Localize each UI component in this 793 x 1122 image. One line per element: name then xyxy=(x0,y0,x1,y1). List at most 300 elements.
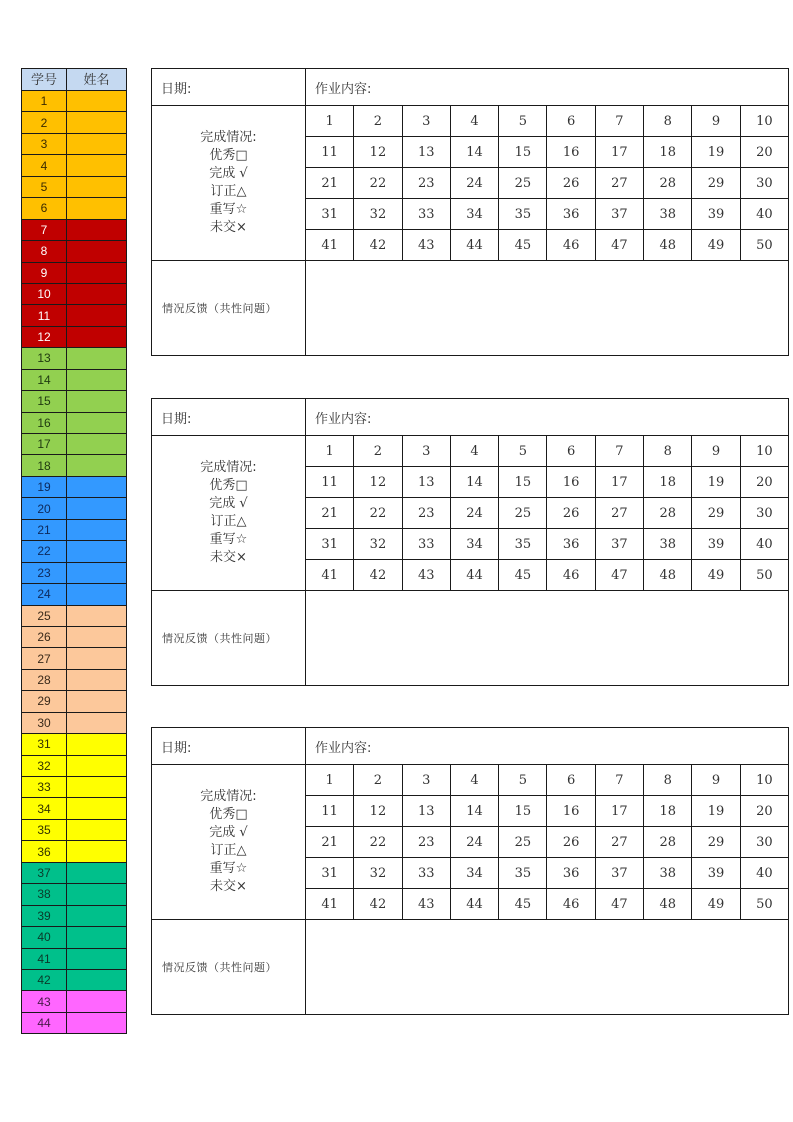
content-label: 作业内容: xyxy=(315,740,372,756)
student-number-cell[interactable]: 2 xyxy=(354,436,402,467)
feedback-input-area[interactable] xyxy=(306,261,789,356)
student-number-cell[interactable]: 34 xyxy=(450,199,498,230)
student-number-cell[interactable]: 9 xyxy=(692,106,740,137)
roster-row xyxy=(22,434,127,455)
student-number-cell[interactable]: 47 xyxy=(595,230,643,261)
student-number-cell[interactable]: 42 xyxy=(354,560,402,591)
student-number-cell[interactable]: 45 xyxy=(499,560,547,591)
student-name-cell[interactable] xyxy=(67,219,127,240)
roster-row xyxy=(22,112,127,133)
status-legend-item: 重写☆ xyxy=(209,202,248,217)
student-name-cell[interactable] xyxy=(67,133,127,154)
student-number-cell[interactable]: 35 xyxy=(499,858,547,889)
student-number-cell[interactable]: 3 xyxy=(402,765,450,796)
student-number-cell[interactable]: 7 xyxy=(595,436,643,467)
student-number-cell[interactable]: 23 xyxy=(402,827,450,858)
student-id-cell: 44 xyxy=(22,1012,67,1033)
student-number-cell[interactable]: 24 xyxy=(450,498,498,529)
status-legend-item: 未交× xyxy=(210,879,247,894)
roster-row xyxy=(22,948,127,969)
student-roster-table xyxy=(21,68,127,1034)
student-number-cell[interactable]: 38 xyxy=(644,199,692,230)
student-name-cell[interactable] xyxy=(67,927,127,948)
student-number-cell[interactable]: 5 xyxy=(499,436,547,467)
student-name-cell[interactable] xyxy=(67,905,127,926)
student-number-cell[interactable]: 43 xyxy=(402,889,450,920)
feedback-input-area[interactable] xyxy=(306,591,789,686)
student-number-cell[interactable]: 19 xyxy=(692,467,740,498)
roster-row xyxy=(22,326,127,347)
student-number-cell[interactable]: 26 xyxy=(547,827,595,858)
status-legend-item: 未交× xyxy=(210,220,247,235)
student-name-cell[interactable] xyxy=(67,734,127,755)
student-number-cell[interactable]: 44 xyxy=(450,560,498,591)
student-name-cell[interactable] xyxy=(67,991,127,1012)
student-number-cell[interactable]: 11 xyxy=(306,137,354,168)
roster-row xyxy=(22,155,127,176)
student-number-cell[interactable]: 40 xyxy=(740,858,788,889)
status-legend-item: 订正△ xyxy=(210,184,247,199)
student-number-cell[interactable]: 16 xyxy=(547,796,595,827)
student-number-cell[interactable]: 33 xyxy=(402,199,450,230)
student-number-cell[interactable]: 47 xyxy=(595,889,643,920)
content-field[interactable] xyxy=(306,69,789,106)
student-name-cell[interactable] xyxy=(67,819,127,840)
student-number-cell[interactable]: 20 xyxy=(740,137,788,168)
student-number-cell[interactable]: 14 xyxy=(450,796,498,827)
student-name-cell[interactable] xyxy=(67,1012,127,1033)
student-number-cell[interactable]: 25 xyxy=(499,498,547,529)
student-number-cell[interactable]: 5 xyxy=(499,106,547,137)
student-number-cell[interactable]: 19 xyxy=(692,796,740,827)
roster-row xyxy=(22,498,127,519)
student-number-cell[interactable]: 5 xyxy=(499,765,547,796)
student-number-cell[interactable]: 22 xyxy=(354,827,402,858)
student-id-cell: 31 xyxy=(22,734,67,755)
status-legend-item: 订正△ xyxy=(210,843,247,858)
student-name-cell[interactable] xyxy=(67,305,127,326)
student-number-cell[interactable]: 25 xyxy=(499,168,547,199)
feedback-label: 情况反馈（共性问题） xyxy=(152,920,306,1015)
student-name-cell[interactable] xyxy=(67,434,127,455)
date-label: 日期: xyxy=(161,740,192,756)
student-name-cell[interactable] xyxy=(67,669,127,690)
content-label: 作业内容: xyxy=(315,81,372,97)
student-name-cell[interactable] xyxy=(67,712,127,733)
student-number-cell[interactable]: 32 xyxy=(354,199,402,230)
student-name-cell[interactable] xyxy=(67,862,127,883)
student-number-cell[interactable]: 30 xyxy=(740,168,788,199)
student-number-cell[interactable]: 45 xyxy=(499,230,547,261)
roster-row xyxy=(22,584,127,605)
content-field[interactable] xyxy=(306,399,789,436)
student-number-cell[interactable]: 46 xyxy=(547,560,595,591)
student-id-cell: 10 xyxy=(22,283,67,304)
student-number-cell[interactable]: 32 xyxy=(354,529,402,560)
student-number-cell[interactable]: 17 xyxy=(595,137,643,168)
feedback-label: 情况反馈（共性问题） xyxy=(152,261,306,356)
roster-row xyxy=(22,562,127,583)
student-number-cell[interactable]: 14 xyxy=(450,137,498,168)
student-number-cell[interactable]: 29 xyxy=(692,168,740,199)
student-name-cell[interactable] xyxy=(67,648,127,669)
student-number-cell[interactable]: 24 xyxy=(450,168,498,199)
student-number-cell[interactable]: 4 xyxy=(450,765,498,796)
student-name-cell[interactable] xyxy=(67,348,127,369)
student-id-cell: 34 xyxy=(22,798,67,819)
student-number-cell[interactable]: 33 xyxy=(402,529,450,560)
status-legend-item: 未交× xyxy=(210,550,247,565)
student-name-cell[interactable] xyxy=(67,241,127,262)
student-number-cell[interactable]: 16 xyxy=(547,137,595,168)
student-number-cell[interactable]: 10 xyxy=(740,436,788,467)
roster-row xyxy=(22,369,127,390)
student-number-cell[interactable]: 8 xyxy=(644,436,692,467)
roster-row xyxy=(22,391,127,412)
feedback-input-area[interactable] xyxy=(306,920,789,1015)
student-number-cell[interactable]: 26 xyxy=(547,498,595,529)
student-name-cell[interactable] xyxy=(67,541,127,562)
student-number-cell[interactable]: 23 xyxy=(402,168,450,199)
student-number-cell[interactable]: 41 xyxy=(306,230,354,261)
student-id-cell: 35 xyxy=(22,819,67,840)
student-number-cell[interactable]: 44 xyxy=(450,889,498,920)
student-number-cell[interactable]: 11 xyxy=(306,467,354,498)
student-number-cell[interactable]: 1 xyxy=(306,765,354,796)
student-number-cell[interactable]: 15 xyxy=(499,137,547,168)
student-id-cell: 4 xyxy=(22,155,67,176)
student-number-cell[interactable]: 1 xyxy=(306,106,354,137)
student-name-cell[interactable] xyxy=(67,455,127,476)
roster-row xyxy=(22,241,127,262)
roster-row xyxy=(22,176,127,197)
student-number-cell[interactable]: 13 xyxy=(402,467,450,498)
student-name-cell[interactable] xyxy=(67,498,127,519)
student-number-cell[interactable]: 42 xyxy=(354,889,402,920)
student-number-cell[interactable]: 26 xyxy=(547,168,595,199)
roster-row xyxy=(22,862,127,883)
student-number-cell[interactable]: 1 xyxy=(306,436,354,467)
student-id-cell: 22 xyxy=(22,541,67,562)
status-title: 完成情况: xyxy=(200,130,257,145)
student-number-cell[interactable]: 35 xyxy=(499,199,547,230)
student-number-cell[interactable]: 14 xyxy=(450,467,498,498)
homework-block xyxy=(151,398,789,686)
student-name-cell[interactable] xyxy=(67,948,127,969)
student-name-cell[interactable] xyxy=(67,969,127,990)
date-label: 日期: xyxy=(161,411,192,427)
student-number-cell[interactable]: 38 xyxy=(644,858,692,889)
status-legend-item: 完成 √ xyxy=(209,166,248,181)
student-number-cell[interactable]: 9 xyxy=(692,765,740,796)
student-number-cell[interactable]: 43 xyxy=(402,230,450,261)
roster-row xyxy=(22,133,127,154)
student-number-cell[interactable]: 48 xyxy=(644,230,692,261)
student-number-cell[interactable]: 21 xyxy=(306,498,354,529)
student-number-cell[interactable]: 10 xyxy=(740,106,788,137)
student-name-cell[interactable] xyxy=(67,326,127,347)
student-id-cell: 27 xyxy=(22,648,67,669)
student-number-cell[interactable]: 18 xyxy=(644,796,692,827)
student-number-cell[interactable]: 21 xyxy=(306,827,354,858)
homework-block xyxy=(151,727,789,1015)
student-number-cell[interactable]: 50 xyxy=(740,230,788,261)
student-number-cell[interactable]: 49 xyxy=(692,889,740,920)
student-number-cell[interactable]: 3 xyxy=(402,106,450,137)
roster-row xyxy=(22,91,127,112)
status-legend xyxy=(152,106,306,261)
student-number-cell[interactable]: 13 xyxy=(402,137,450,168)
date-field[interactable] xyxy=(152,69,306,106)
status-legend-item: 完成 √ xyxy=(209,496,248,511)
roster-row xyxy=(22,541,127,562)
student-number-cell[interactable]: 12 xyxy=(354,137,402,168)
student-number-cell[interactable]: 36 xyxy=(547,199,595,230)
student-name-cell[interactable] xyxy=(67,283,127,304)
student-number-cell[interactable]: 32 xyxy=(354,858,402,889)
student-number-cell[interactable]: 39 xyxy=(692,199,740,230)
date-label: 日期: xyxy=(161,81,192,97)
status-legend-item: 订正△ xyxy=(210,514,247,529)
status-title: 完成情况: xyxy=(200,789,257,804)
student-id-cell: 43 xyxy=(22,991,67,1012)
date-field[interactable] xyxy=(152,728,306,765)
student-number-cell[interactable]: 30 xyxy=(740,498,788,529)
student-number-cell[interactable]: 31 xyxy=(306,858,354,889)
student-name-cell[interactable] xyxy=(67,841,127,862)
student-number-cell[interactable]: 37 xyxy=(595,858,643,889)
student-number-cell[interactable]: 2 xyxy=(354,765,402,796)
status-legend-item: 优秀□ xyxy=(209,148,248,163)
student-number-cell[interactable]: 38 xyxy=(644,529,692,560)
student-number-cell[interactable]: 10 xyxy=(740,765,788,796)
status-legend-item: 优秀□ xyxy=(209,478,248,493)
student-number-cell[interactable]: 34 xyxy=(450,529,498,560)
student-number-cell[interactable]: 17 xyxy=(595,796,643,827)
content-field[interactable] xyxy=(306,728,789,765)
student-number-cell[interactable]: 43 xyxy=(402,560,450,591)
student-id-cell: 16 xyxy=(22,412,67,433)
student-id-cell: 7 xyxy=(22,219,67,240)
student-name-cell[interactable] xyxy=(67,198,127,219)
student-number-cell[interactable]: 2 xyxy=(354,106,402,137)
roster-row xyxy=(22,991,127,1012)
roster-row xyxy=(22,626,127,647)
student-number-cell[interactable]: 45 xyxy=(499,889,547,920)
student-name-cell[interactable] xyxy=(67,691,127,712)
feedback-label: 情况反馈（共性问题） xyxy=(152,591,306,686)
roster-row xyxy=(22,819,127,840)
student-number-cell[interactable]: 23 xyxy=(402,498,450,529)
student-number-cell[interactable]: 25 xyxy=(499,827,547,858)
student-id-cell: 21 xyxy=(22,519,67,540)
roster-row xyxy=(22,1012,127,1033)
student-id-cell: 33 xyxy=(22,777,67,798)
student-number-cell[interactable]: 40 xyxy=(740,199,788,230)
roster-row xyxy=(22,927,127,948)
student-id-cell: 32 xyxy=(22,755,67,776)
student-id-cell: 1 xyxy=(22,91,67,112)
student-number-cell[interactable]: 28 xyxy=(644,498,692,529)
homework-block xyxy=(151,68,789,356)
student-number-cell[interactable]: 4 xyxy=(450,106,498,137)
student-number-cell[interactable]: 46 xyxy=(547,230,595,261)
student-id-cell: 30 xyxy=(22,712,67,733)
student-name-cell[interactable] xyxy=(67,262,127,283)
student-number-cell[interactable]: 39 xyxy=(692,858,740,889)
student-number-cell[interactable]: 27 xyxy=(595,168,643,199)
student-number-cell[interactable]: 11 xyxy=(306,796,354,827)
student-id-cell: 2 xyxy=(22,112,67,133)
student-number-cell[interactable]: 49 xyxy=(692,560,740,591)
student-number-cell[interactable]: 27 xyxy=(595,827,643,858)
student-number-cell[interactable]: 40 xyxy=(740,529,788,560)
student-number-cell[interactable]: 3 xyxy=(402,436,450,467)
student-number-cell[interactable]: 44 xyxy=(450,230,498,261)
student-number-cell[interactable]: 36 xyxy=(547,529,595,560)
student-id-cell: 24 xyxy=(22,584,67,605)
student-id-cell: 11 xyxy=(22,305,67,326)
student-number-cell[interactable]: 48 xyxy=(644,889,692,920)
status-legend xyxy=(152,436,306,591)
roster-row xyxy=(22,283,127,304)
student-number-cell[interactable]: 50 xyxy=(740,889,788,920)
student-number-cell[interactable]: 18 xyxy=(644,467,692,498)
student-number-cell[interactable]: 31 xyxy=(306,199,354,230)
student-number-cell[interactable]: 22 xyxy=(354,498,402,529)
student-id-cell: 20 xyxy=(22,498,67,519)
student-number-cell[interactable]: 19 xyxy=(692,137,740,168)
student-name-cell[interactable] xyxy=(67,369,127,390)
student-number-cell[interactable]: 9 xyxy=(692,436,740,467)
roster-row xyxy=(22,219,127,240)
roster-row xyxy=(22,648,127,669)
student-id-cell: 40 xyxy=(22,927,67,948)
student-number-cell[interactable]: 15 xyxy=(499,467,547,498)
student-id-cell: 42 xyxy=(22,969,67,990)
student-id-cell: 19 xyxy=(22,476,67,497)
student-number-cell[interactable]: 28 xyxy=(644,827,692,858)
number-grid-row xyxy=(152,765,789,796)
student-name-cell[interactable] xyxy=(67,112,127,133)
student-number-cell[interactable]: 6 xyxy=(547,765,595,796)
student-number-cell[interactable]: 7 xyxy=(595,765,643,796)
student-number-cell[interactable]: 21 xyxy=(306,168,354,199)
student-number-cell[interactable]: 27 xyxy=(595,498,643,529)
student-number-cell[interactable]: 28 xyxy=(644,168,692,199)
student-number-cell[interactable]: 8 xyxy=(644,106,692,137)
student-name-cell[interactable] xyxy=(67,176,127,197)
student-number-cell[interactable]: 16 xyxy=(547,467,595,498)
roster-row xyxy=(22,455,127,476)
student-name-cell[interactable] xyxy=(67,476,127,497)
student-number-cell[interactable]: 12 xyxy=(354,467,402,498)
student-number-cell[interactable]: 50 xyxy=(740,560,788,591)
student-number-cell[interactable]: 29 xyxy=(692,827,740,858)
roster-row xyxy=(22,519,127,540)
roster-row xyxy=(22,905,127,926)
roster-row xyxy=(22,412,127,433)
student-number-cell[interactable]: 41 xyxy=(306,560,354,591)
student-number-cell[interactable]: 39 xyxy=(692,529,740,560)
student-number-cell[interactable]: 33 xyxy=(402,858,450,889)
student-number-cell[interactable]: 6 xyxy=(547,436,595,467)
student-name-cell[interactable] xyxy=(67,155,127,176)
student-number-cell[interactable]: 47 xyxy=(595,560,643,591)
student-number-cell[interactable]: 13 xyxy=(402,796,450,827)
student-number-cell[interactable]: 24 xyxy=(450,827,498,858)
student-name-cell[interactable] xyxy=(67,519,127,540)
student-number-cell[interactable]: 41 xyxy=(306,889,354,920)
roster-row xyxy=(22,777,127,798)
student-number-cell[interactable]: 6 xyxy=(547,106,595,137)
student-number-cell[interactable]: 37 xyxy=(595,199,643,230)
student-number-cell[interactable]: 37 xyxy=(595,529,643,560)
student-number-cell[interactable]: 29 xyxy=(692,498,740,529)
student-name-cell[interactable] xyxy=(67,884,127,905)
student-id-cell: 12 xyxy=(22,326,67,347)
date-field[interactable] xyxy=(152,399,306,436)
roster-row xyxy=(22,755,127,776)
student-name-cell[interactable] xyxy=(67,412,127,433)
roster-row xyxy=(22,969,127,990)
status-legend-item: 重写☆ xyxy=(209,532,248,547)
student-number-cell[interactable]: 12 xyxy=(354,796,402,827)
student-id-cell: 17 xyxy=(22,434,67,455)
student-number-cell[interactable]: 7 xyxy=(595,106,643,137)
student-number-cell[interactable]: 35 xyxy=(499,529,547,560)
student-id-cell: 6 xyxy=(22,198,67,219)
student-id-cell: 18 xyxy=(22,455,67,476)
student-number-cell[interactable]: 20 xyxy=(740,796,788,827)
student-id-cell: 38 xyxy=(22,884,67,905)
student-number-cell[interactable]: 30 xyxy=(740,827,788,858)
student-number-cell[interactable]: 48 xyxy=(644,560,692,591)
student-number-cell[interactable]: 20 xyxy=(740,467,788,498)
student-id-cell: 13 xyxy=(22,348,67,369)
student-number-cell[interactable]: 31 xyxy=(306,529,354,560)
student-name-cell[interactable] xyxy=(67,584,127,605)
student-number-cell[interactable]: 36 xyxy=(547,858,595,889)
student-number-cell[interactable]: 42 xyxy=(354,230,402,261)
student-name-cell[interactable] xyxy=(67,777,127,798)
roster-row xyxy=(22,734,127,755)
student-number-cell[interactable]: 4 xyxy=(450,436,498,467)
roster-row xyxy=(22,262,127,283)
status-legend-item: 优秀□ xyxy=(209,807,248,822)
roster-row xyxy=(22,605,127,626)
student-number-cell[interactable]: 8 xyxy=(644,765,692,796)
student-name-cell[interactable] xyxy=(67,91,127,112)
student-id-cell: 23 xyxy=(22,562,67,583)
student-number-cell[interactable]: 15 xyxy=(499,796,547,827)
student-number-cell[interactable]: 22 xyxy=(354,168,402,199)
student-number-cell[interactable]: 18 xyxy=(644,137,692,168)
student-number-cell[interactable]: 17 xyxy=(595,467,643,498)
student-name-cell[interactable] xyxy=(67,626,127,647)
student-name-cell[interactable] xyxy=(67,798,127,819)
student-name-cell[interactable] xyxy=(67,755,127,776)
student-number-cell[interactable]: 34 xyxy=(450,858,498,889)
roster-row xyxy=(22,476,127,497)
student-name-cell[interactable] xyxy=(67,605,127,626)
student-id-cell: 26 xyxy=(22,626,67,647)
student-number-cell[interactable]: 46 xyxy=(547,889,595,920)
student-name-cell[interactable] xyxy=(67,391,127,412)
student-name-cell[interactable] xyxy=(67,562,127,583)
student-id-cell: 41 xyxy=(22,948,67,969)
student-number-cell[interactable]: 49 xyxy=(692,230,740,261)
